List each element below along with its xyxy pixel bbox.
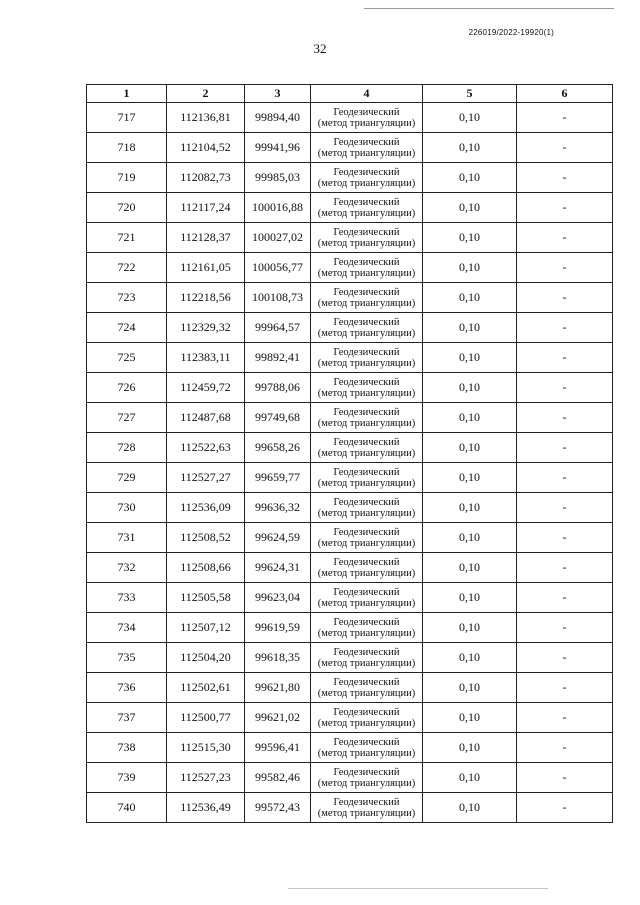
accuracy-cell: 0,10 bbox=[423, 463, 517, 493]
method-line-2: (метод триангуляции) bbox=[317, 777, 416, 789]
x-coordinate-cell: 112515,30 bbox=[167, 733, 245, 763]
method-line-2: (метод триангуляции) bbox=[317, 297, 416, 309]
accuracy-cell: 0,10 bbox=[423, 193, 517, 223]
accuracy-cell: 0,10 bbox=[423, 763, 517, 793]
method-line-1: Геодезический bbox=[333, 106, 400, 118]
method-cell bbox=[311, 763, 423, 793]
table-row bbox=[87, 313, 613, 343]
y-coordinate-cell: 99659,77 bbox=[245, 463, 311, 493]
note-cell: - bbox=[517, 163, 613, 193]
table-row bbox=[87, 733, 613, 763]
note-cell: - bbox=[517, 433, 613, 463]
x-coordinate-cell: 112504,20 bbox=[167, 643, 245, 673]
point-number-cell: 727 bbox=[87, 403, 167, 433]
method-cell bbox=[311, 493, 423, 523]
note-cell: - bbox=[517, 463, 613, 493]
note-cell: - bbox=[517, 793, 613, 823]
method-cell bbox=[311, 343, 423, 373]
y-coordinate-cell: 99582,46 bbox=[245, 763, 311, 793]
table-row bbox=[87, 373, 613, 403]
point-number-cell: 730 bbox=[87, 493, 167, 523]
point-number-cell: 721 bbox=[87, 223, 167, 253]
method-line-1: Геодезический bbox=[333, 346, 400, 358]
note-cell: - bbox=[517, 523, 613, 553]
table-row bbox=[87, 553, 613, 583]
top-rule bbox=[364, 8, 614, 9]
table-row bbox=[87, 493, 613, 523]
method-line-1: Геодезический bbox=[333, 736, 400, 748]
note-cell: - bbox=[517, 643, 613, 673]
method-line-1: Геодезический bbox=[333, 706, 400, 718]
table-row bbox=[87, 103, 613, 133]
method-line-2: (метод триангуляции) bbox=[317, 207, 416, 219]
table-row bbox=[87, 703, 613, 733]
method-line-1: Геодезический bbox=[333, 226, 400, 238]
y-coordinate-cell: 99658,26 bbox=[245, 433, 311, 463]
note-cell: - bbox=[517, 703, 613, 733]
table-row bbox=[87, 763, 613, 793]
point-number-cell: 738 bbox=[87, 733, 167, 763]
y-coordinate-cell: 99596,41 bbox=[245, 733, 311, 763]
method-cell bbox=[311, 163, 423, 193]
table-body bbox=[87, 103, 613, 823]
page-number: 32 bbox=[313, 41, 327, 56]
method-cell bbox=[311, 253, 423, 283]
table-row bbox=[87, 673, 613, 703]
method-line-1: Геодезический bbox=[333, 766, 400, 778]
method-line-2: (метод триангуляции) bbox=[317, 357, 416, 369]
method-cell bbox=[311, 433, 423, 463]
note-cell: - bbox=[517, 253, 613, 283]
method-line-2: (метод триангуляции) bbox=[317, 627, 416, 639]
table-row bbox=[87, 343, 613, 373]
method-line-2: (метод триангуляции) bbox=[317, 387, 416, 399]
method-line-2: (метод триангуляции) bbox=[317, 147, 416, 159]
y-coordinate-cell: 99621,80 bbox=[245, 673, 311, 703]
method-cell bbox=[311, 733, 423, 763]
y-coordinate-cell: 99621,02 bbox=[245, 703, 311, 733]
table-row bbox=[87, 223, 613, 253]
x-coordinate-cell: 112536,49 bbox=[167, 793, 245, 823]
method-line-2: (метод триангуляции) bbox=[317, 117, 416, 129]
method-line-1: Геодезический bbox=[333, 376, 400, 388]
x-coordinate-cell: 112329,32 bbox=[167, 313, 245, 343]
method-line-2: (метод триангуляции) bbox=[317, 477, 416, 489]
method-line-2: (метод триангуляции) bbox=[317, 537, 416, 549]
column-header: 6 bbox=[517, 85, 613, 103]
method-line-1: Геодезический bbox=[333, 436, 400, 448]
point-number-cell: 733 bbox=[87, 583, 167, 613]
method-line-2: (метод триангуляции) bbox=[317, 657, 416, 669]
method-line-1: Геодезический bbox=[333, 136, 400, 148]
accuracy-cell: 0,10 bbox=[423, 493, 517, 523]
table-row bbox=[87, 583, 613, 613]
method-cell bbox=[311, 283, 423, 313]
method-line-1: Геодезический bbox=[333, 646, 400, 658]
method-line-2: (метод триангуляции) bbox=[317, 687, 416, 699]
x-coordinate-cell: 112136,81 bbox=[167, 103, 245, 133]
table-row bbox=[87, 613, 613, 643]
y-coordinate-cell: 99572,43 bbox=[245, 793, 311, 823]
point-number-cell: 718 bbox=[87, 133, 167, 163]
method-line-1: Геодезический bbox=[333, 796, 400, 808]
y-coordinate-cell: 100056,77 bbox=[245, 253, 311, 283]
table-row bbox=[87, 283, 613, 313]
y-coordinate-cell: 99624,59 bbox=[245, 523, 311, 553]
point-number-cell: 725 bbox=[87, 343, 167, 373]
y-coordinate-cell: 100016,88 bbox=[245, 193, 311, 223]
method-line-2: (метод триангуляции) bbox=[317, 507, 416, 519]
x-coordinate-cell: 112502,61 bbox=[167, 673, 245, 703]
y-coordinate-cell: 99894,40 bbox=[245, 103, 311, 133]
method-line-1: Геодезический bbox=[333, 466, 400, 478]
column-header: 1 bbox=[87, 85, 167, 103]
table-row bbox=[87, 133, 613, 163]
point-number-cell: 726 bbox=[87, 373, 167, 403]
method-line-1: Геодезический bbox=[333, 586, 400, 598]
method-cell bbox=[311, 403, 423, 433]
method-line-2: (метод триангуляции) bbox=[317, 597, 416, 609]
y-coordinate-cell: 100027,02 bbox=[245, 223, 311, 253]
x-coordinate-cell: 112507,12 bbox=[167, 613, 245, 643]
y-coordinate-cell: 100108,73 bbox=[245, 283, 311, 313]
method-cell bbox=[311, 103, 423, 133]
x-coordinate-cell: 112536,09 bbox=[167, 493, 245, 523]
y-coordinate-cell: 99892,41 bbox=[245, 343, 311, 373]
note-cell: - bbox=[517, 133, 613, 163]
method-cell bbox=[311, 673, 423, 703]
method-cell bbox=[311, 793, 423, 823]
accuracy-cell: 0,10 bbox=[423, 433, 517, 463]
x-coordinate-cell: 112505,58 bbox=[167, 583, 245, 613]
accuracy-cell: 0,10 bbox=[423, 793, 517, 823]
bottom-rule bbox=[288, 888, 548, 889]
table-row bbox=[87, 523, 613, 553]
x-coordinate-cell: 112527,23 bbox=[167, 763, 245, 793]
table-row bbox=[87, 793, 613, 823]
method-line-1: Геодезический bbox=[333, 556, 400, 568]
method-line-2: (метод триангуляции) bbox=[317, 177, 416, 189]
point-number-cell: 731 bbox=[87, 523, 167, 553]
x-coordinate-cell: 112487,68 bbox=[167, 403, 245, 433]
method-line-1: Геодезический bbox=[333, 316, 400, 328]
header-row bbox=[87, 85, 613, 103]
note-cell: - bbox=[517, 673, 613, 703]
accuracy-cell: 0,10 bbox=[423, 583, 517, 613]
method-line-1: Геодезический bbox=[333, 286, 400, 298]
accuracy-cell: 0,10 bbox=[423, 103, 517, 133]
y-coordinate-cell: 99749,68 bbox=[245, 403, 311, 433]
accuracy-cell: 0,10 bbox=[423, 313, 517, 343]
accuracy-cell: 0,10 bbox=[423, 553, 517, 583]
accuracy-cell: 0,10 bbox=[423, 373, 517, 403]
point-number-cell: 734 bbox=[87, 613, 167, 643]
table-row bbox=[87, 193, 613, 223]
column-header: 5 bbox=[423, 85, 517, 103]
accuracy-cell: 0,10 bbox=[423, 223, 517, 253]
x-coordinate-cell: 112117,24 bbox=[167, 193, 245, 223]
note-cell: - bbox=[517, 313, 613, 343]
y-coordinate-cell: 99619,59 bbox=[245, 613, 311, 643]
method-cell bbox=[311, 613, 423, 643]
y-coordinate-cell: 99624,31 bbox=[245, 553, 311, 583]
point-number-cell: 719 bbox=[87, 163, 167, 193]
method-cell bbox=[311, 133, 423, 163]
x-coordinate-cell: 112508,52 bbox=[167, 523, 245, 553]
method-line-1: Геодезический bbox=[333, 676, 400, 688]
method-cell bbox=[311, 643, 423, 673]
method-line-1: Геодезический bbox=[333, 166, 400, 178]
note-cell: - bbox=[517, 553, 613, 583]
table-row bbox=[87, 463, 613, 493]
method-cell bbox=[311, 553, 423, 583]
x-coordinate-cell: 112459,72 bbox=[167, 373, 245, 403]
method-line-2: (метод триангуляции) bbox=[317, 807, 416, 819]
note-cell: - bbox=[517, 763, 613, 793]
point-number-cell: 732 bbox=[87, 553, 167, 583]
y-coordinate-cell: 99623,04 bbox=[245, 583, 311, 613]
x-coordinate-cell: 112522,63 bbox=[167, 433, 245, 463]
x-coordinate-cell: 112082,73 bbox=[167, 163, 245, 193]
method-line-2: (метод триангуляции) bbox=[317, 447, 416, 459]
table-row bbox=[87, 643, 613, 673]
method-line-1: Геодезический bbox=[333, 256, 400, 268]
x-coordinate-cell: 112383,11 bbox=[167, 343, 245, 373]
x-coordinate-cell: 112508,66 bbox=[167, 553, 245, 583]
accuracy-cell: 0,10 bbox=[423, 703, 517, 733]
table-row bbox=[87, 433, 613, 463]
table-header bbox=[87, 85, 613, 103]
x-coordinate-cell: 112218,56 bbox=[167, 283, 245, 313]
accuracy-cell: 0,10 bbox=[423, 613, 517, 643]
note-cell: - bbox=[517, 223, 613, 253]
accuracy-cell: 0,10 bbox=[423, 343, 517, 373]
method-line-1: Геодезический bbox=[333, 616, 400, 628]
point-number-cell: 720 bbox=[87, 193, 167, 223]
note-cell: - bbox=[517, 103, 613, 133]
x-coordinate-cell: 112104,52 bbox=[167, 133, 245, 163]
point-number-cell: 740 bbox=[87, 793, 167, 823]
y-coordinate-cell: 99788,06 bbox=[245, 373, 311, 403]
accuracy-cell: 0,10 bbox=[423, 673, 517, 703]
method-cell bbox=[311, 523, 423, 553]
method-line-1: Геодезический bbox=[333, 526, 400, 538]
note-cell: - bbox=[517, 283, 613, 313]
table-row bbox=[87, 253, 613, 283]
method-line-1: Геодезический bbox=[333, 496, 400, 508]
note-cell: - bbox=[517, 613, 613, 643]
accuracy-cell: 0,10 bbox=[423, 133, 517, 163]
note-cell: - bbox=[517, 583, 613, 613]
method-line-1: Геодезический bbox=[333, 196, 400, 208]
accuracy-cell: 0,10 bbox=[423, 403, 517, 433]
accuracy-cell: 0,10 bbox=[423, 733, 517, 763]
accuracy-cell: 0,10 bbox=[423, 163, 517, 193]
point-number-cell: 717 bbox=[87, 103, 167, 133]
point-number-cell: 724 bbox=[87, 313, 167, 343]
point-number-cell: 737 bbox=[87, 703, 167, 733]
y-coordinate-cell: 99985,03 bbox=[245, 163, 311, 193]
point-number-cell: 739 bbox=[87, 763, 167, 793]
point-number-cell: 735 bbox=[87, 643, 167, 673]
coordinates-table bbox=[86, 84, 613, 823]
x-coordinate-cell: 112527,27 bbox=[167, 463, 245, 493]
point-number-cell: 728 bbox=[87, 433, 167, 463]
method-line-2: (метод триангуляции) bbox=[317, 267, 416, 279]
method-cell bbox=[311, 583, 423, 613]
document-id: 226019/2022-19920(1) bbox=[468, 28, 554, 37]
note-cell: - bbox=[517, 733, 613, 763]
note-cell: - bbox=[517, 193, 613, 223]
point-number-cell: 736 bbox=[87, 673, 167, 703]
table-row bbox=[87, 403, 613, 433]
column-header: 2 bbox=[167, 85, 245, 103]
point-number-cell: 729 bbox=[87, 463, 167, 493]
y-coordinate-cell: 99618,35 bbox=[245, 643, 311, 673]
accuracy-cell: 0,10 bbox=[423, 643, 517, 673]
method-line-2: (метод триангуляции) bbox=[317, 567, 416, 579]
x-coordinate-cell: 112161,05 bbox=[167, 253, 245, 283]
method-line-2: (метод триангуляции) bbox=[317, 237, 416, 249]
point-number-cell: 723 bbox=[87, 283, 167, 313]
method-cell bbox=[311, 463, 423, 493]
note-cell: - bbox=[517, 493, 613, 523]
method-cell bbox=[311, 193, 423, 223]
accuracy-cell: 0,10 bbox=[423, 253, 517, 283]
method-line-2: (метод триангуляции) bbox=[317, 327, 416, 339]
column-header: 3 bbox=[245, 85, 311, 103]
method-line-2: (метод триангуляции) bbox=[317, 747, 416, 759]
y-coordinate-cell: 99941,96 bbox=[245, 133, 311, 163]
table-row bbox=[87, 163, 613, 193]
method-line-2: (метод триангуляции) bbox=[317, 717, 416, 729]
method-cell bbox=[311, 373, 423, 403]
note-cell: - bbox=[517, 403, 613, 433]
method-cell bbox=[311, 223, 423, 253]
method-line-2: (метод триангуляции) bbox=[317, 417, 416, 429]
point-number-cell: 722 bbox=[87, 253, 167, 283]
y-coordinate-cell: 99964,57 bbox=[245, 313, 311, 343]
accuracy-cell: 0,10 bbox=[423, 523, 517, 553]
accuracy-cell: 0,10 bbox=[423, 283, 517, 313]
column-header: 4 bbox=[311, 85, 423, 103]
method-cell bbox=[311, 703, 423, 733]
note-cell: - bbox=[517, 373, 613, 403]
method-line-1: Геодезический bbox=[333, 406, 400, 418]
y-coordinate-cell: 99636,32 bbox=[245, 493, 311, 523]
method-cell bbox=[311, 313, 423, 343]
x-coordinate-cell: 112128,37 bbox=[167, 223, 245, 253]
x-coordinate-cell: 112500,77 bbox=[167, 703, 245, 733]
note-cell: - bbox=[517, 343, 613, 373]
